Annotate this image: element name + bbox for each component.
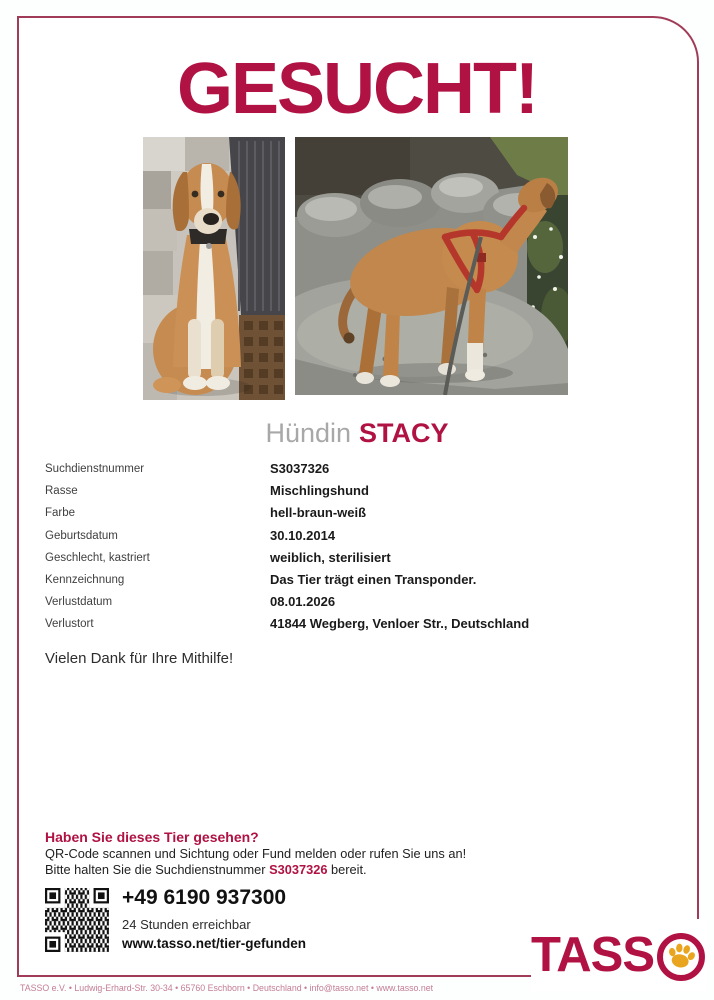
detail-value: Mischlingshund [270, 483, 369, 499]
tasso-logo [531, 919, 707, 991]
table-row [45, 505, 605, 527]
detail-label: Kennzeichnung [45, 573, 125, 586]
table-row [45, 616, 605, 638]
tasso-logo-text: TASS [531, 927, 655, 982]
thanks-note: Vielen Dank für Ihre Mithilfe! [45, 650, 234, 667]
detail-value: Das Tier trägt einen Transponder. [270, 571, 477, 587]
report-url: www.tasso.net/tier-gefunden [122, 936, 307, 951]
detail-value: 30.10.2014 [270, 527, 336, 543]
availability-note: 24 Stunden erreichbar [122, 917, 251, 932]
detail-value: S3037326 [270, 461, 330, 476]
pet-details-table [45, 461, 605, 639]
detail-label: Geschlecht, kastriert [45, 551, 150, 564]
pet-type-label: Hündin [265, 418, 352, 448]
dog-photo-front [143, 137, 285, 400]
table-row [45, 483, 605, 505]
footer-address-line: TASSO e.V. • Ludwig-Erhard-Str. 30-34 • 65760 Eschborn • Deutschland • info@tasso.net • www.tasso.net [20, 983, 434, 993]
table-row [45, 550, 605, 572]
detail-label: Verlustort [45, 618, 94, 631]
contact-number-note [45, 862, 367, 877]
qr-code-graphic [45, 888, 109, 952]
detail-value: 41844 Wegberg, Venloer Str., Deutschland [270, 616, 530, 632]
table-row [45, 572, 605, 594]
table-row [45, 594, 605, 616]
contact-instruction: QR-Code scannen und Sichtung oder Fund melden oder rufen Sie uns an! [45, 846, 467, 861]
pet-name: STACY [359, 418, 449, 448]
detail-label: Farbe [45, 507, 76, 520]
phone-number: +49 6190 937300 [122, 886, 287, 909]
table-row [45, 461, 605, 483]
note-suffix: bereit. [327, 862, 367, 877]
detail-label: Suchdienstnummer [45, 463, 145, 475]
search-number: S3037326 [269, 862, 328, 877]
poster-headline: GESUCHT! [177, 49, 537, 129]
qr-code [45, 888, 109, 952]
contact-heading: Haben Sie dieses Tier gesehen? [45, 829, 259, 845]
dog-photo-side [295, 137, 568, 395]
detail-value: 08.01.2026 [270, 594, 336, 610]
dog-front-illustration [143, 137, 285, 400]
detail-label: Geburtsdatum [45, 529, 118, 542]
detail-label: Verlustdatum [45, 596, 113, 609]
pet-name-line [0, 418, 714, 449]
paw-circle-icon [655, 931, 707, 983]
dog-side-illustration [295, 137, 568, 395]
table-row [45, 528, 605, 550]
detail-value: hell-braun-weiß [270, 505, 367, 521]
detail-label: Rasse [45, 485, 78, 498]
detail-value: weiblich, sterilisiert [270, 549, 391, 565]
note-prefix: Bitte halten Sie die Suchdienstnummer [45, 862, 270, 877]
